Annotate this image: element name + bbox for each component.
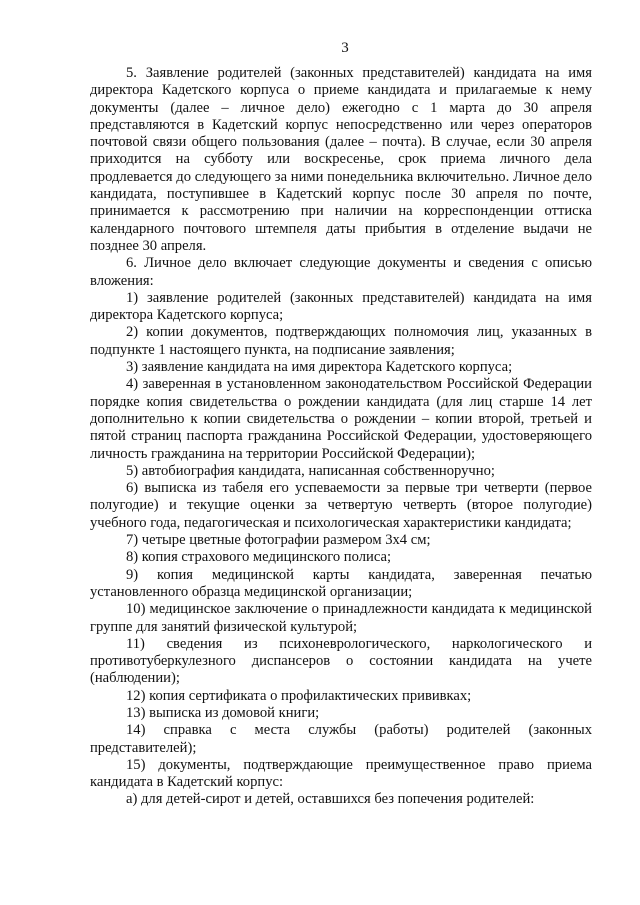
- list-item: 8) копия страхового медицинского полиса;: [126, 549, 392, 566]
- page-number: 3: [341, 40, 349, 56]
- list-item: 2) копии документов, подтверждающих полномочия лиц, указанных в подпункте 1 настоящего пункта, на подписание заявления;: [90, 324, 592, 358]
- list-item: 13) выписка из домовой книги;: [126, 704, 320, 721]
- list-item: 12) копия сертификата о профилактических прививках;: [126, 687, 472, 704]
- list-item: 4) заверенная в установленном законодательством Российской Федерации порядке копия свидетельства о рождении кандидата (для лиц старше 14 лет дополнительно к копии свидетельства о рождении – копии второй, третьей и пятой страниц паспорта гражданина Российской Федерации, удостоверяющего личность гражданина на территории Российской Федерации);: [90, 376, 592, 462]
- list-item: 3) заявление кандидата на имя директора Кадетского корпуса;: [126, 359, 513, 376]
- list-item: 10) медицинское заключение о принадлежности кандидата к медицинской группе для занятий физической культурой;: [90, 601, 592, 635]
- list-item: 7) четыре цветные фотографии размером 3х4 см;: [126, 532, 431, 549]
- list-item: 6) выписка из табеля его успеваемости за первые три четверти (первое полугодие) и текущие оценки за четвертую четверть (второе полугодие) учебного года, педагогическая и психологическая характеристики кандидата;: [90, 480, 592, 531]
- paragraph: 6. Личное дело включает следующие документы и сведения с описью вложения:: [90, 255, 592, 289]
- list-item: 5) автобиография кандидата, написанная собственноручно;: [126, 462, 495, 479]
- list-item: 9) копия медицинской карты кандидата, заверенная печатью установленного образца медицинской организации;: [90, 566, 592, 600]
- list-item: 14) справка с места службы (работы) родителей (законных представителей);: [90, 722, 592, 756]
- paragraph: 5. Заявление родителей (законных представителей) кандидата на имя директора Кадетского корпуса о приеме кандидата и прилагаемые к нему документы (далее – личное дело) ежегодно с 1 марта до 30 апреля представляются в Кадетский корпус непосредственно или через операторов почтовой связи общего пользования (далее – почта). В случае, если 30 апреля приходится на субботу или воскресенье, срок приема личного дела продлевается до следующего за ними понедельника включительно. Личное дело кандидата, поступившее в Кадетский корпус после 30 апреля по почте, принимается к рассмотрению при наличии на корреспонденции оттиска календарного почтового штемпеля даты прибытия в отделение выдачи не позднее 30 апреля.: [90, 65, 592, 254]
- list-item: 15) документы, подтверждающие преимущественное право приема кандидата в Кадетский корпус:: [90, 756, 592, 791]
- list-item: 1) заявление родителей (законных представителей) кандидата на имя директора Кадетского корпуса;: [90, 289, 592, 324]
- list-item: 11) сведения из психоневрологического, наркологического и противотуберкулезного диспансеров о состоянии кандидата на учете (наблюдении);: [90, 635, 592, 687]
- document-body: [90, 65, 592, 809]
- list-item: а) для детей-сирот и детей, оставшихся без попечения родителей:: [126, 791, 535, 808]
